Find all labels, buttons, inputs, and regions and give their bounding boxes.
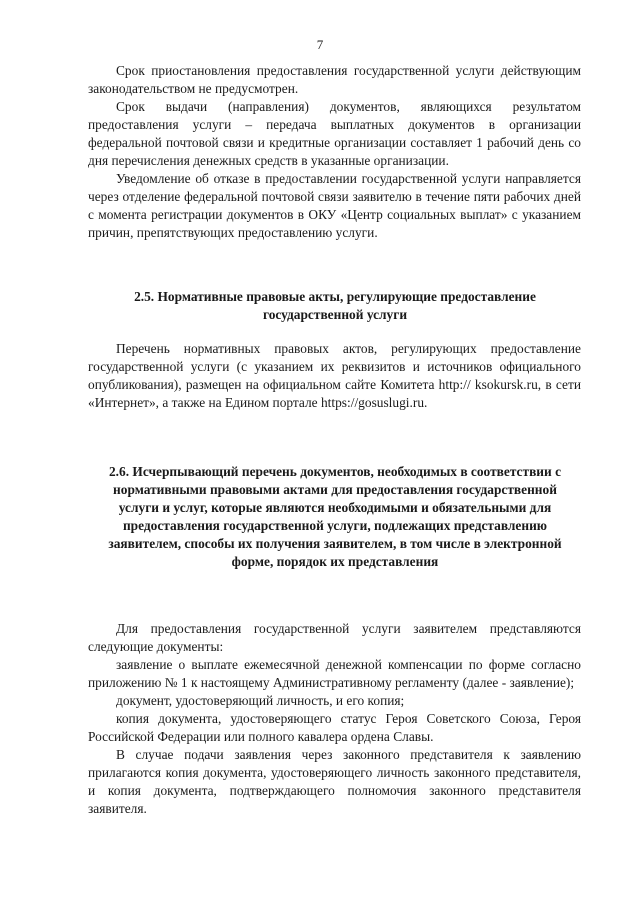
page-number: 7	[316, 37, 324, 52]
paragraph-suspension: Срок приостановления предоставления государственной услуги действующим законодательством не предусмотрен.	[88, 63, 581, 96]
paragraph-documents-intro: Для предоставления государственной услуги заявителем представляются следующие документы:	[88, 621, 581, 654]
heading-2-6: 2.6. Исчерпывающий перечень документов, необходимых в соответствии с нормативными правовыми актами для предоставления государственной услуги и услуг, которые являются необходимыми и обязательными для предоставления государственной услуги, подлежащих представлению заявителем, способы их получения заявителем, в том числе в электронной форме, порядок их представления	[108, 464, 562, 569]
section-2-6-heading-block	[92, 463, 578, 571]
paragraph-refusal: Уведомление об отказе в предоставлении государственной услуги направляется через отделение федеральной почтовой связи заявителю в течение пяти рабочих дней с момента регистрации документов в ОКУ «Центр социальных выплат» с указанием причин, препятствующих предоставлению услуги.	[88, 171, 581, 240]
section-2-4-tail	[88, 62, 581, 242]
paragraph-issuance: Срок выдачи (направления) документов, являющихся результатом предоставления услуги – передача выплатных документов в организации федеральной почтовой связи и кредитные организации составляет 1 рабочий день со дня перечисления денежных средств в указанные организации.	[88, 99, 581, 168]
paragraph-representative: В случае подачи заявления через законного представителя к заявлению прилагаются копия документа, удостоверяющего личность законного представителя, и копия документа, подтверждающего полномочия законного представителя заявителя.	[88, 747, 581, 816]
document-item-identity: документ, удостоверяющий личность, и его копия;	[116, 693, 405, 708]
document-item-hero-status: копия документа, удостоверяющего статус Героя Советского Союза, Героя Российской Федерации или полного кавалера ордена Славы.	[88, 711, 581, 744]
document-item-application: заявление о выплате ежемесячной денежной компенсации по форме согласно приложению № 1 к настоящему Административному регламенту (далее - заявление);	[88, 657, 581, 690]
section-2-5-body	[88, 340, 581, 412]
paragraph-normative-acts: Перечень нормативных правовых актов, регулирующих предоставление государственной услуги (с указанием их реквизитов и источников официального опубликования), размещен на официальном сайте Комитета http:// ksokursk.ru, в сети «Интернет», а также на Едином портале https://gosuslugi.ru.	[88, 341, 581, 410]
heading-2-5: 2.5. Нормативные правовые акты, регулирующие предоставление государственной услуги	[134, 289, 536, 322]
section-2-5-heading-block	[100, 288, 570, 324]
section-2-6-body	[88, 620, 581, 818]
